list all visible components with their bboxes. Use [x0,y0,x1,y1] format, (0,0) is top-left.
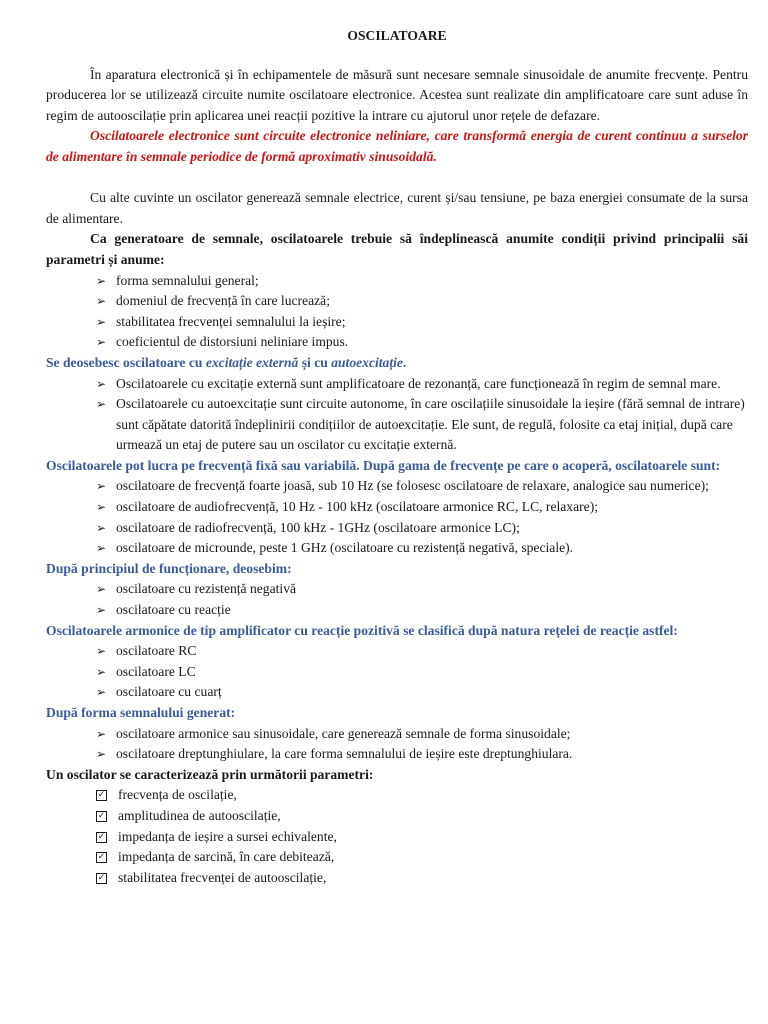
excitation-heading-suffix: . [402,354,407,370]
arrow-bullet-icon: ➢ [96,664,107,679]
arrow-bullet-icon: ➢ [96,500,107,515]
harmonic-list [46,641,748,703]
principle-list [46,579,748,620]
list-item [96,868,748,889]
arrow-bullet-icon: ➢ [96,644,107,659]
list-item [96,662,748,683]
parameters-heading: Un oscilator se caracterizează prin următorii parametri: [46,766,374,782]
checked-box-icon: ✓ [97,872,106,883]
arrow-bullet-icon: ➢ [96,541,107,556]
list-item-text: oscilatoare cu reacție [116,602,231,618]
principle-heading: După principiul de funcționare, deosebim: [46,560,292,576]
list-item-text: Oscilatoarele cu excitație externă sunt amplificatoare de rezonanță, care funcționează în regim de semnal mare. [116,375,721,391]
arrow-bullet-icon: ➢ [96,603,107,618]
arrow-bullet-icon: ➢ [96,685,107,700]
arrow-bullet-icon: ➢ [96,294,107,309]
list-item [96,394,748,456]
list-item [96,744,748,765]
definition-paragraph: Oscilatoarele electronice sunt circuite electronice neliniare, care transformă energia de curent continuu a surselor de alimentare în semnale periodice de formă aproximativ sinusoidală. [46,128,748,164]
list-item [96,271,748,292]
paragraph-spacer [46,168,748,189]
list-item-text: impedanța de ieșire a sursei echivalente, [118,828,337,844]
arrow-bullet-icon: ➢ [96,335,107,350]
frequency-heading: Oscilatoarele pot lucra pe frecvență fixă sau variabilă. După gama de frecvențe pe care o acoperă, oscilatoarele sunt: [46,457,721,473]
arrow-bullet-icon: ➢ [96,376,107,391]
list-item [96,682,748,703]
arrow-bullet-icon: ➢ [96,273,107,288]
waveform-heading: După forma semnalului generat: [46,705,236,720]
arrow-bullet-icon: ➢ [96,314,107,329]
list-item [96,374,748,395]
list-item-text: coeficientul de distorsiuni neliniare impus. [116,334,349,350]
excitation-heading-prefix: Se deosebesc oscilatoare cu [46,354,206,370]
arrow-bullet-icon: ➢ [96,479,107,494]
checked-box-icon: ✓ [97,810,106,821]
other-words-paragraph: Cu alte cuvinte un oscilator generează semnale electrice, curent și/sau tensiune, pe baza energiei consumate de la sursa de alimentare. [46,190,748,226]
list-item-text: frecvența de oscilație, [118,787,237,803]
list-item-text: amplitudinea de autooscilație, [118,807,281,823]
arrow-bullet-icon: ➢ [96,726,107,741]
list-item [96,332,748,353]
checked-box-icon: ✓ [97,831,106,842]
excitation-heading [46,353,748,374]
arrow-bullet-icon: ➢ [96,747,107,762]
conditions-list [46,271,748,353]
list-item-text: oscilatoare armonice sau sinusoidale, care generează semnale de forma sinusoidale; [116,725,571,741]
list-item-text: oscilatoare de audiofrecvență, 10 Hz - 100 kHz (oscilatoare armonice RC, LC, relaxare); [116,499,598,515]
list-item-text: stabilitatea frecvenței de autooscilație, [118,869,327,885]
list-item-text: oscilatoare LC [116,663,196,679]
arrow-bullet-icon: ➢ [96,520,107,535]
list-item [96,847,748,868]
list-item [96,497,748,518]
list-item [96,724,748,745]
list-item [96,806,748,827]
list-item [96,579,748,600]
list-item [96,600,748,621]
list-item [96,785,748,806]
list-item-text: oscilatoare cu rezistență negativă [116,581,297,597]
list-item-text: Oscilatoarele cu autoexcitație sunt circuite autonome, în care oscilațiile sinusoidale la ieșire (fără semnal de intrare) sunt căpătate datorită îndeplinirii condițiilor de autoexcitație. Ele sunt, de regulă, folosite ca etaj inițial, după care urmează un etaj de putere sau un oscilator cu excitație externă. [116,396,745,453]
list-item-text: oscilatoare de radiofrecvență, 100 kHz - 1GHz (oscilatoare armonice LC); [116,519,520,535]
list-item-text: oscilatoare RC [116,643,197,659]
list-item-text: stabilitatea frecvenței semnalului la ieșire; [116,313,346,329]
conditions-paragraph: Ca generatoare de semnale, oscilatoarele trebuie să îndeplinească anumite condiții privind principalii săi parametri și anume: [46,231,748,267]
list-item [96,641,748,662]
document-title: OSCILATOARE [347,28,447,43]
list-item-text: oscilatoare de frecvență foarte joasă, sub 10 Hz (se folosesc oscilatoare de relaxare, analogice sau numerice); [116,478,709,494]
harmonic-heading: Oscilatoarele armonice de tip amplificator cu reacție pozitivă se clasifică după natura rețelei de reacție astfel: [46,622,678,638]
list-item-text: forma semnalului general; [116,272,259,288]
list-item [96,827,748,848]
list-item [96,476,748,497]
list-item [96,312,748,333]
list-item-text: domeniul de frecvență în care lucrează; [116,293,330,309]
waveform-list [46,724,748,765]
parameters-list [46,785,748,888]
checked-box-icon: ✓ [97,852,106,863]
list-item [96,518,748,539]
intro-paragraph: În aparatura electronică și în echipamentele de măsură sunt necesare semnale sinusoidale de anumite frecvențe. Pentru producerea lor se utilizează circuite numite oscilatoare electronice. Acestea sunt realizate din amplificatoare care sunt aduse în regim de autooscilație prin aplicarea unei reacții pozitive la intrare cu ajutorul unor rețele de defazare. [46,66,748,123]
list-item-text: impedanța de sarcină, în care debitează, [118,849,335,865]
excitation-heading-middle: și cu [298,354,332,370]
frequency-list [46,476,748,558]
excitation-term-self: autoexcitație [331,354,403,370]
arrow-bullet-icon: ➢ [96,397,107,412]
checked-box-icon: ✓ [97,790,106,801]
list-item [96,291,748,312]
list-item-text: oscilatoare dreptunghiulare, la care forma semnalului de ieșire este dreptunghiulara. [116,746,573,762]
excitation-list [46,374,748,456]
list-item [96,538,748,559]
excitation-term-external: excitație externă [205,354,299,370]
list-item-text: oscilatoare de microunde, peste 1 GHz (oscilatoare cu rezistență negativă, speciale). [116,540,574,556]
list-item-text: oscilatoare cu cuarț [116,684,222,700]
arrow-bullet-icon: ➢ [96,582,107,597]
